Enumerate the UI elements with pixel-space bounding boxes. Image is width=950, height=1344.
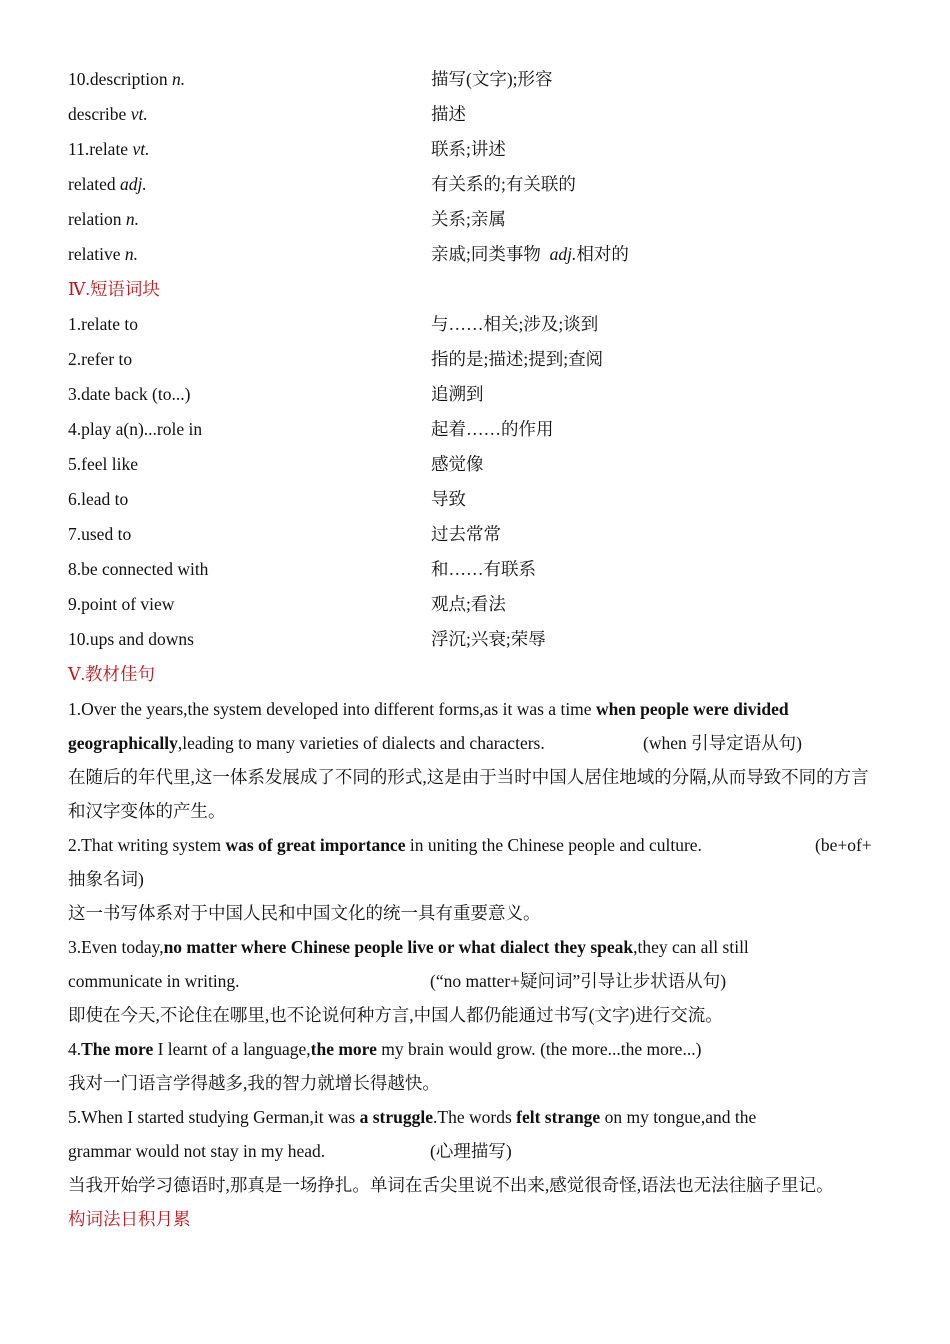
sentence-en: 1.Over the years,the system developed into different forms,as it was a time when people were divided	[68, 699, 789, 719]
sentence-en: 4.The more I learnt of a language,the more my brain would grow. (the more...the more...)	[68, 1039, 702, 1059]
phrase-zh: 感觉像	[431, 454, 484, 474]
sentence-en: 5.When I started studying German,it was a struggle.The words felt strange on my tongue,and the	[68, 1107, 757, 1127]
sentence-en: 2.That writing system was of great importance in uniting the Chinese people and culture. (be+of+	[68, 828, 880, 862]
phrase-zh: 与……相关;涉及;谈到	[431, 314, 599, 334]
phrase-row	[68, 377, 880, 412]
phrase-en: 10.ups and downs	[68, 629, 194, 649]
phrase-en: 4.play a(n)...role in	[68, 419, 203, 439]
phrase-zh: 浮沉;兴衰;荣辱	[431, 629, 546, 649]
grammar-note: (when 引导定语从句)	[643, 733, 802, 753]
phrase-row	[68, 342, 880, 377]
vocab-row	[68, 97, 880, 132]
vocab-meaning: 亲戚;同类事物 adj.相对的	[431, 244, 629, 264]
phrase-row	[68, 587, 880, 622]
vocab-row	[68, 202, 880, 237]
phrase-en: 1.relate to	[68, 314, 138, 334]
sentence-block-2	[68, 828, 880, 930]
vocab-meaning: 联系;讲述	[431, 139, 506, 159]
phrase-zh: 起着……的作用	[431, 419, 554, 439]
phrase-zh: 指的是;描述;提到;查阅	[431, 349, 604, 369]
vocab-meaning: 有关系的;有关联的	[431, 174, 576, 194]
phrase-list	[68, 307, 880, 657]
phrase-row	[68, 307, 880, 342]
sentence-zh: 这一书写体系对于中国人民和中国文化的统一具有重要意义。	[68, 903, 541, 923]
vocab-word: related adj.	[68, 174, 147, 194]
phrase-row	[68, 412, 880, 447]
sentence-block-1	[68, 692, 880, 828]
section-heading-word-formation: 构词法日积月累	[68, 1209, 191, 1229]
phrase-row	[68, 482, 880, 517]
vocab-word: relation n.	[68, 209, 139, 229]
phrase-zh: 追溯到	[431, 384, 484, 404]
document-page	[68, 62, 880, 1237]
grammar-note: (心理描写)	[430, 1141, 512, 1161]
sentence-en: grammar would not stay in my head. (心理描写)	[68, 1134, 880, 1168]
vocab-meaning: 描述	[431, 104, 466, 124]
phrase-zh: 过去常常	[431, 524, 501, 544]
vocab-row	[68, 132, 880, 167]
vocab-word: describe vt.	[68, 104, 148, 124]
section-heading-phrases: Ⅳ.短语词块	[68, 279, 160, 299]
grammar-note: (be+of+	[815, 835, 872, 855]
vocab-meaning: 描写(文字);形容	[431, 69, 553, 89]
sentence-block-4	[68, 1032, 880, 1100]
vocab-row	[68, 167, 880, 202]
phrase-en: 9.point of view	[68, 594, 175, 614]
sentence-en: geographically,leading to many varieties of dialects and characters. (when 引导定语从句)	[68, 726, 880, 760]
sentence-zh: 我对一门语言学得越多,我的智力就增长得越快。	[68, 1073, 440, 1093]
sentence-zh: 当我开始学习德语时,那真是一场挣扎。单词在舌尖里说不出来,感觉很奇怪,语法也无法往脑子里记。	[68, 1175, 834, 1195]
phrase-en: 6.lead to	[68, 489, 129, 509]
sentence-en: 3.Even today,no matter where Chinese people live or what dialect they speak,they can all still	[68, 937, 749, 957]
phrase-row	[68, 517, 880, 552]
phrase-zh: 导致	[431, 489, 466, 509]
phrase-row	[68, 552, 880, 587]
vocab-word: 10.description n.	[68, 69, 186, 89]
vocab-meaning: 关系;亲属	[431, 209, 506, 229]
phrase-en: 7.used to	[68, 524, 132, 544]
grammar-note: 抽象名词)	[68, 869, 144, 889]
vocab-row	[68, 237, 880, 272]
sentence-en: communicate in writing. (“no matter+疑问词”引导让步状语从句)	[68, 964, 880, 998]
phrase-zh: 和……有联系	[431, 559, 536, 579]
phrase-zh: 观点;看法	[431, 594, 506, 614]
sentence-zh: 在随后的年代里,这一体系发展成了不同的形式,这是由于当时中国人居住地域的分隔,从而导致不同的方言和汉字变体的产生。	[68, 767, 869, 821]
vocab-row	[68, 62, 880, 97]
grammar-note: (“no matter+疑问词”引导让步状语从句)	[430, 971, 727, 991]
phrase-en: 5.feel like	[68, 454, 138, 474]
vocab-word: relative n.	[68, 244, 138, 264]
vocab-list	[68, 62, 880, 272]
vocab-word: 11.relate vt.	[68, 139, 150, 159]
phrase-en: 8.be connected with	[68, 559, 209, 579]
phrase-row	[68, 447, 880, 482]
phrase-en: 3.date back (to...)	[68, 384, 191, 404]
grammar-note: (the more...the more...)	[540, 1039, 702, 1059]
phrase-row	[68, 622, 880, 657]
sentence-zh: 即使在今天,不论住在哪里,也不论说何种方言,中国人都仍能通过书写(文字)进行交流。	[68, 1005, 723, 1025]
section-heading-sentences: Ⅴ.教材佳句	[68, 664, 156, 684]
phrase-en: 2.refer to	[68, 349, 133, 369]
sentence-block-3	[68, 930, 880, 1032]
sentence-block-5	[68, 1100, 880, 1202]
